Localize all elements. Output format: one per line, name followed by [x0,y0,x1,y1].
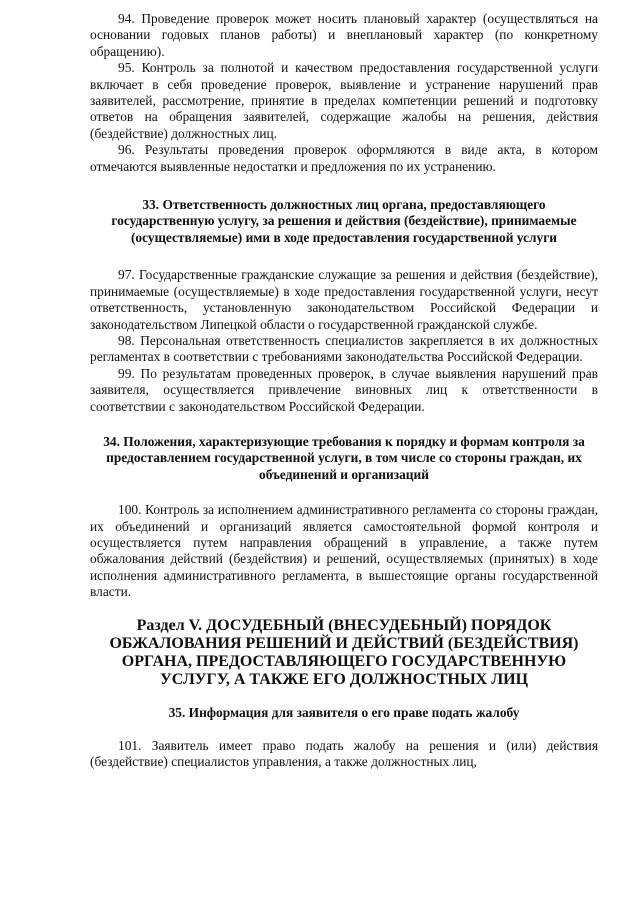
section-5-title: Раздел V. ДОСУДЕБНЫЙ (ВНЕСУДЕБНЫЙ) ПОРЯДОК ОБЖАЛОВАНИЯ РЕШЕНИЙ И ДЕЙСТВИЙ (БЕЗДЕЙСТВИЯ) ОРГАНА, ПРЕДОСТАВЛЯЮЩЕГО ГОСУДАРСТВЕННУЮ УСЛУГУ, А ТАКЖЕ ЕГО ДОЛЖНОСТНЫХ ЛИЦ [109,616,579,688]
paragraph-94: 94. Проведение проверок может носить плановый характер (осуществляться на основании годовых планов работы) и внеплановый характер (по конкретному обращению). [90,11,598,59]
paragraph-100: 100. Контроль за исполнением административного регламента со стороны граждан, их объединений и организаций является самостоятельной формой контроля и осуществляется путем направления обращений в управление, а также путем обжалования действий (бездействия) и решений, осуществляемых (принятых) в ходе исполнения административного регламента, в вышестоящие органы государственной власти. [90,502,598,600]
paragraph-98: 98. Персональная ответственность специалистов закрепляется в их должностных регламентах в соответствии с требованиями законодательства Российской Федерации. [90,332,598,365]
paragraph-99: 99. По результатам проведенных проверок, в случае выявления нарушений прав заявителя, осуществляется привлечение виновных лиц к ответственности в соответствии с законодательством Российской Федерации. [90,365,598,414]
heading-35: 35. Информация для заявителя о его праве подать жалобу [168,704,520,720]
heading-33: 33. Ответственность должностных лиц органа, предоставляющего государственную услугу, за решения и действия (бездействие), принимаемые (осуществляемые) ими в ходе предоставления государственной услуги [111,197,577,245]
paragraph-101: 101. Заявитель имеет право подать жалобу на решения и (или) действия (бездействие) специалистов управления, а также должностных лиц, [90,738,598,770]
paragraph-97: 97. Государственные гражданские служащие за решения и действия (бездействие), принимаемые (осуществляемые) в ходе предоставления государственной услуги, несут ответственность, установленную законодательством Российской Федерации и законодательством Липецкой области о государственной гражданской службе. [90,267,598,332]
paragraph-95: 95. Контроль за полнотой и качеством предоставления государственной услуги включает в себя проведение проверок, выявление и устранение нарушений прав заявителей, рассмотрение, принятие в пределах компетенции решений и подготовку ответов на обращения заявителей, содержащие жалобы на решения, действия (бездействие) должностных лиц. [90,60,598,141]
paragraph-96: 96. Результаты проведения проверок оформляются в виде акта, в котором отмечаются выявленные недостатки и предложения по их устранению. [90,142,598,174]
heading-34: 34. Положения, характеризующие требования к порядку и формам контроля за предоставлением государственной услуги, в том числе со стороны граждан, их объединений и организаций [103,433,585,482]
